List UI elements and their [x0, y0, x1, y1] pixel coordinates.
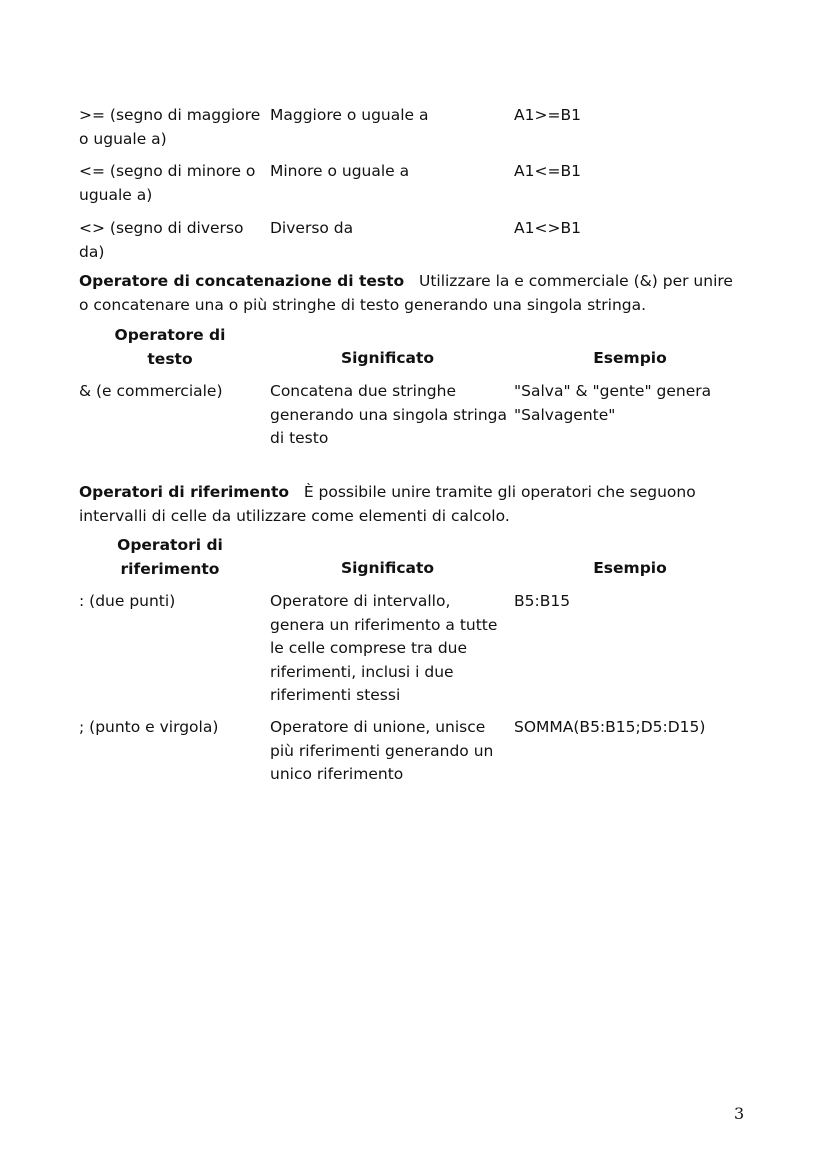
- operator-cell: & (e commerciale): [79, 382, 223, 400]
- example-cell: SOMMA(B5:B15;D5:D15): [514, 718, 706, 736]
- meaning-cell: Diverso da: [270, 219, 354, 237]
- operator-cell: <> (segno di diverso da): [79, 219, 244, 261]
- column-header-operator: Operatori di riferimento: [117, 536, 223, 578]
- meaning-cell: Minore o uguale a: [270, 162, 410, 180]
- concat-paragraph: [79, 270, 739, 317]
- meaning-cell: Operatore di intervallo, genera un riferimento a tutte le celle comprese tra due riferimenti, inclusi i due riferimenti stessi: [270, 592, 498, 704]
- operator-cell: : (due punti): [79, 592, 176, 610]
- operator-cell: ; (punto e virgola): [79, 718, 219, 736]
- example-cell: A1<>B1: [514, 219, 581, 237]
- example-cell: A1<=B1: [514, 162, 581, 180]
- meaning-cell: Operatore di unione, unisce più riferimenti generando un unico riferimento: [270, 718, 494, 783]
- column-header-example: Esempio: [593, 559, 667, 577]
- operator-cell: <= (segno di minore o uguale a): [79, 162, 256, 204]
- column-header-meaning: Significato: [340, 559, 435, 577]
- concat-text: Utilizzare la e commerciale (&) per unire o concatenare una o più stringhe di testo generando una singola stringa.: [79, 272, 733, 314]
- reference-paragraph: [79, 481, 739, 528]
- page-number: 3: [734, 1104, 745, 1123]
- reference-title: Operatori di riferimento: [79, 483, 290, 501]
- column-header-operator: Operatore di testo: [114, 326, 226, 368]
- column-header-meaning: Significato: [340, 349, 435, 367]
- operator-cell: >= (segno di maggiore o uguale a): [79, 106, 261, 148]
- meaning-cell: Maggiore o uguale a: [270, 106, 429, 124]
- concat-title: Operatore di concatenazione di testo: [79, 272, 405, 290]
- example-cell: B5:B15: [514, 592, 571, 610]
- column-header-example: Esempio: [593, 349, 667, 367]
- reference-text: È possibile unire tramite gli operatori che seguono intervalli di celle da utilizzare come elementi di calcolo.: [79, 483, 696, 525]
- example-cell: "Salva" & "gente" genera "Salvagente": [514, 382, 712, 424]
- meaning-cell: Concatena due stringhe generando una singola stringa di testo: [270, 382, 508, 447]
- example-cell: A1>=B1: [514, 106, 581, 124]
